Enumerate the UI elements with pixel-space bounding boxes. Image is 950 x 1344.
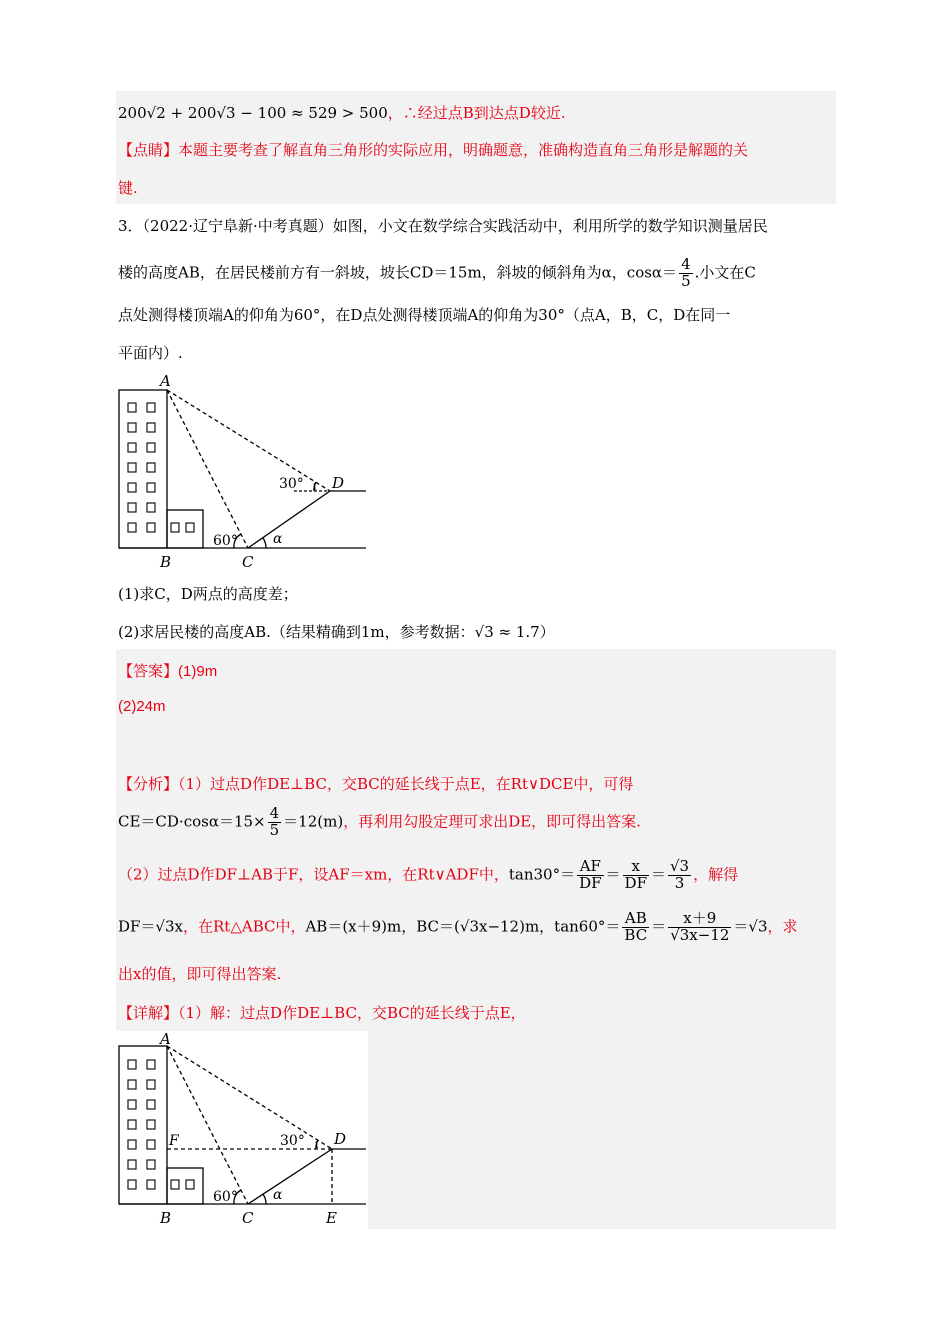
cos-fraction xyxy=(679,257,693,290)
analysis-l4-formula: AB＝(x＋9)m，BC＝(√3x−12)m，tan60°＝ xyxy=(305,917,621,936)
analysis-l3-text: （2）过点D作DF⊥AB于F，设AF＝xm，在Rt∨ADF中， xyxy=(118,865,509,884)
solution-block xyxy=(116,649,836,1229)
label-d-2: D xyxy=(334,1130,347,1148)
analysis-line-1 xyxy=(118,773,633,794)
label-b: B xyxy=(160,553,172,571)
analysis-line-4: DF＝√3x，在Rt△ABC中，AB＝(x＋9)m，BC＝(√3x−12)m，tan60°＝ $\frac{AB}{BC}$ ＝ $\frac{x+9}{√3x-12}$ ＝√3，求 xyxy=(118,909,798,944)
analysis-l3-tan: tan30°＝ xyxy=(508,865,576,884)
angle-30-label-2: 30° xyxy=(280,1133,305,1149)
low-building xyxy=(167,510,203,548)
detail-tag: 【详解】 xyxy=(118,1004,179,1022)
analysis-l2-den: 5 xyxy=(269,820,280,839)
frac2-num: x xyxy=(623,859,649,876)
low-building-2 xyxy=(167,1168,203,1204)
question-1: (1)求C，D两点的高度差； xyxy=(118,585,298,603)
answer-tag: 【答案】 xyxy=(118,662,179,680)
analysis-l4-end: ，求 xyxy=(767,917,798,936)
frac3-den: 3 xyxy=(674,873,685,892)
label-b-2: B xyxy=(160,1209,172,1227)
problem-line-3: 点处测得楼顶端A的仰角为60°，在D点处测得楼顶端A的仰角为30°（点A，B，C，D在同一 xyxy=(118,306,731,324)
analysis-text-1: （1）过点D作DE⊥BC，交BC的延长线于点E，在Rt∨DCE中，可得 xyxy=(178,775,634,793)
analysis-l2-result: ＝12(m) xyxy=(283,812,344,831)
problem-figure xyxy=(116,370,376,575)
sight-line-da-2 xyxy=(167,1046,332,1149)
l4-frac2-den: √3x−12 xyxy=(670,925,730,944)
problem-line-4: 平面内）. xyxy=(118,344,183,362)
l4-frac2-num: x＋9 xyxy=(668,911,731,928)
comment-line-2 xyxy=(118,177,138,198)
analysis-line-2 xyxy=(118,806,641,839)
analysis-l2-formula: CE＝CD·cosα＝15× xyxy=(118,812,266,831)
conclusion-math: 200√2 + 200√3 − 100 ≈ 529 > 500 xyxy=(118,104,388,122)
answer-1: (1)9m xyxy=(178,663,218,680)
detail-line-1 xyxy=(118,1002,526,1023)
label-a: A xyxy=(160,372,171,390)
label-a-2: A xyxy=(160,1031,171,1048)
sight-line-da xyxy=(167,390,330,491)
angle-alpha-label: α xyxy=(273,531,283,547)
comment-text-2: 键. xyxy=(118,179,138,197)
answer-2: (2)24m xyxy=(118,698,166,715)
analysis-l2-text: ，再利用勾股定理可求出DE，即可得出答案. xyxy=(343,812,641,831)
analysis-l2-fraction xyxy=(268,806,282,839)
analysis-l4-frac1 xyxy=(622,911,649,944)
building xyxy=(119,390,167,548)
slope-cd xyxy=(248,491,330,548)
label-e: E xyxy=(326,1209,337,1227)
angle-1-label: 1 xyxy=(312,483,318,493)
angle-1-label-2: 1 xyxy=(314,1141,320,1151)
comment-text-1: 本题主要考查了解直角三角形的实际应用，明确题意，准确构造直角三角形是解题的关 xyxy=(178,141,749,159)
analysis-l3-end: ，解得 xyxy=(693,865,739,884)
frac1-den: DF xyxy=(579,873,602,892)
frac1-num: AF xyxy=(577,859,603,876)
detail-text-1: （1）解：过点D作DE⊥BC，交BC的延长线于点E， xyxy=(178,1004,526,1022)
problem-line-2b: .小文在C xyxy=(694,263,756,282)
analysis-tag: 【分析】 xyxy=(118,775,179,793)
building-2 xyxy=(119,1046,167,1204)
angle-60-label: 60° xyxy=(213,533,238,549)
label-c-2: C xyxy=(242,1209,254,1227)
l4-frac1-num: AB xyxy=(622,911,649,928)
analysis-l3-frac2 xyxy=(623,859,649,892)
conclusion-text: ，∴经过点B到达点D较近. xyxy=(387,104,566,122)
analysis-line-5: 出x的值，即可得出答案. xyxy=(118,965,282,983)
label-c: C xyxy=(242,553,254,571)
angle-30-label: 30° xyxy=(279,476,304,492)
analysis-l4-frac2 xyxy=(668,911,731,944)
previous-solution-block xyxy=(116,91,836,204)
angle-alpha-label-2: α xyxy=(273,1187,283,1203)
comment-line-1 xyxy=(118,139,748,160)
analysis-l4-eq: ＝√3 xyxy=(733,917,768,936)
answer-line-1 xyxy=(118,660,217,681)
problem-line-2 xyxy=(118,257,756,290)
angle-alpha-arc xyxy=(263,538,266,548)
cos-fraction-den: 5 xyxy=(681,271,691,290)
analysis-l4-text: ，在Rt△ABC中， xyxy=(183,917,306,936)
angle-60-label-2: 60° xyxy=(213,1189,238,1205)
question-2: (2)求居民楼的高度AB.（结果精确到1m，参考数据：√3 ≈ 1.7） xyxy=(118,623,555,641)
analysis-l2-num: 4 xyxy=(269,804,280,822)
analysis-line-3: （2）过点D作DF⊥AB于F，设AF＝xm，在Rt∨ADF中，tan30°＝ $\frac{AF}{DF}$ ＝ $\frac{x}{DF}$ ＝ $\frac{√3}{3}$ ，解得 xyxy=(118,857,739,892)
cos-fraction-num: 4 xyxy=(681,255,691,273)
analysis-l4-df: DF＝√3x xyxy=(118,917,183,936)
l4-frac1-den: BC xyxy=(624,925,648,944)
analysis-l3-frac1 xyxy=(577,859,603,892)
problem-line-2a: 楼的高度AB，在居民楼前方有一斜坡，坡长CD＝15m，斜坡的倾斜角为α，cosα＝ xyxy=(118,263,678,282)
frac3-num: √3 xyxy=(670,857,690,875)
slope-cd-2 xyxy=(248,1149,332,1204)
label-f: F xyxy=(169,1133,179,1149)
angle-alpha-arc-2 xyxy=(263,1194,266,1204)
conclusion-line xyxy=(118,102,566,123)
solution-figure xyxy=(116,1031,368,1229)
problem-line-1: 3．（2022·辽宁阜新·中考真题）如图，小文在数学综合实践活动中，利用所学的数学知识测量居民 xyxy=(118,217,768,235)
label-d: D xyxy=(332,474,345,492)
problem-block xyxy=(116,210,836,640)
frac2-den: DF xyxy=(624,873,647,892)
analysis-l3-frac3 xyxy=(668,859,691,892)
comment-tag: 【点睛】 xyxy=(118,141,179,159)
